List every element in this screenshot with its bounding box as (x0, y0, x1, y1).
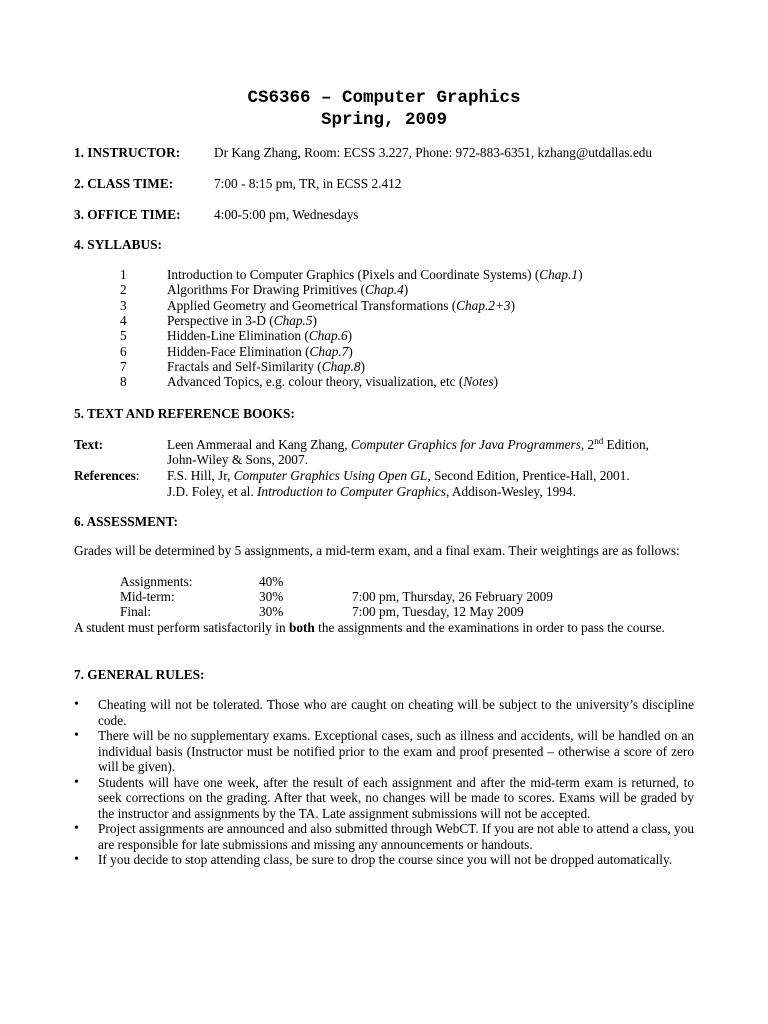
syllabus-item-text: Advanced Topics, e.g. colour theory, visualization, etc (Notes) (167, 374, 499, 390)
instructor-label: 1. INSTRUCTOR: (74, 145, 181, 160)
syllabus-item-text: Perspective in 3-D (Chap.5) (167, 312, 317, 328)
syllabus-item-number: 5 (120, 328, 127, 344)
assessment-heading: 6. ASSESSMENT: (74, 514, 178, 529)
syllabus-item-number: 8 (120, 374, 127, 390)
syllabus-item-number: 2 (120, 282, 127, 298)
references-label: References: (74, 468, 140, 483)
text-book-line1: Leen Ammeraal and Kang Zhang, Computer Graphics for Java Programmers, 2nd Edition, (167, 436, 649, 452)
assessment-weight-assignments: 40% (259, 574, 284, 589)
assessment-weight-final: 30% (259, 604, 284, 619)
assessment-name-midterm: Mid-term: (120, 589, 175, 604)
syllabus-item-text: Introduction to Computer Graphics (Pixels and Coordinate Systems) (Chap.1) (167, 267, 583, 282)
office-time-value: 4:00-5:00 pm, Wednesdays (214, 207, 359, 222)
assessment-date-final: 7:00 pm, Tuesday, 12 May 2009 (352, 604, 524, 619)
reference-2: J.D. Foley, et al. Introduction to Computer Graphics, Addison-Wesley, 1994. (167, 484, 576, 499)
rule-item: • If you decide to stop attending class, be sure to drop the course since you will not be dropped automatically. (74, 852, 694, 868)
syllabus-item-text: Applied Geometry and Geometrical Transformations (Chap.2+3) (167, 297, 516, 313)
document-subtitle: Spring, 2009 (320, 110, 448, 130)
reference-1: F.S. Hill, Jr, Computer Graphics Using Open GL, Second Edition, Prentice-Hall, 2001. (167, 468, 630, 483)
rule-item: • Project assignments are announced and also submitted through WebCT. If you are not able to attend a class, you are responsible for late submissions and missing any announcements or handouts. (74, 821, 694, 852)
syllabus-item-text: Algorithms For Drawing Primitives (Chap.4) (167, 282, 409, 298)
assessment-weight-midterm: 30% (259, 589, 284, 604)
class-time-label: 2. CLASS TIME: (74, 176, 174, 191)
assessment-note: A student must perform satisfactorily in both the assignments and the examinations in order to pass the course. (74, 620, 665, 635)
syllabus-heading: 4. SYLLABUS: (74, 237, 162, 252)
text-label: Text: (74, 437, 104, 452)
syllabus-item-text: Fractals and Self-Similarity (Chap.8) (167, 358, 365, 374)
assessment-name-assignments: Assignments: (120, 574, 193, 589)
syllabus-item-number: 6 (120, 343, 127, 359)
assessment-name-final: Final: (120, 604, 152, 619)
rule-item: • There will be no supplementary exams. Exceptional cases, such as illness and accidents, will be handled on an individual basis (Instructor must be notified prior to the exam and proof presented – otherwise a score of zero will be given). (74, 728, 694, 775)
books-heading: 5. TEXT AND REFERENCE BOOKS: (74, 406, 295, 421)
syllabus-item-text: Hidden-Face Elimination (Chap.7) (167, 343, 353, 359)
text-book-line2: John-Wiley & Sons, 2007. (167, 452, 308, 467)
class-time-value: 7:00 - 8:15 pm, TR, in ECSS 2.412 (214, 176, 402, 191)
assessment-date-midterm: 7:00 pm, Thursday, 26 February 2009 (352, 589, 553, 604)
syllabus-item-number: 1 (120, 267, 127, 282)
rule-item: • Cheating will not be tolerated. Those who are caught on cheating will be subject to the university’s discipline code. (74, 697, 694, 728)
assessment-intro: Grades will be determined by 5 assignments, a mid-term exam, and a final exam. Their weightings are as follows: (74, 543, 680, 558)
syllabus-item-text: Hidden-Line Elimination (Chap.6) (167, 328, 353, 344)
rules-list (74, 697, 694, 868)
rules-heading: 7. GENERAL RULES: (74, 667, 205, 682)
office-time-label: 3. OFFICE TIME: (74, 207, 181, 222)
rule-item: • Students will have one week, after the result of each assignment and after the mid-term exam is returned, to seek corrections on the grading. After that week, no changes will be made to scores. Exams will be graded by the instructor and assignments by the TA. Late assignment submissions will not be accepted. (74, 775, 694, 822)
instructor-value: Dr Kang Zhang, Room: ECSS 3.227, Phone: 972-883-6351, kzhang@utdallas.edu (214, 145, 653, 160)
syllabus-item-number: 3 (120, 297, 127, 313)
document-title: CS6366 – Computer Graphics (247, 88, 521, 108)
syllabus-item-number: 7 (120, 358, 127, 374)
syllabus-item-number: 4 (120, 312, 127, 328)
